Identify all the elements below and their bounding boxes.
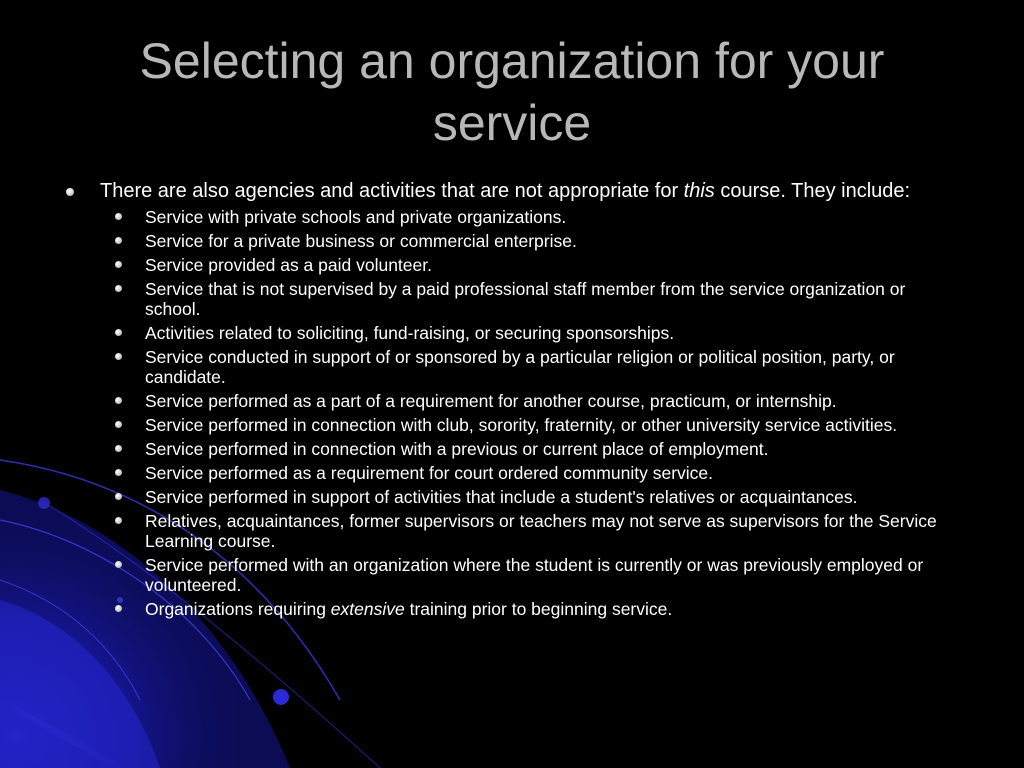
slide-title: Selecting an organization for your service (139, 33, 885, 151)
round-bullet-icon (115, 561, 122, 568)
sub-bullet-item (60, 511, 960, 551)
last-item-text-end: training prior to beginning service. (404, 599, 673, 619)
sub-bullet-list (60, 207, 960, 619)
main-bullet-item (60, 180, 960, 202)
sub-bullet-item (60, 207, 960, 227)
sub-bullet-item (60, 415, 960, 435)
sub-bullet-text: Relatives, acquaintances, former supervisors or teachers may not serve as supervisors for the Service Learning course. (145, 511, 937, 551)
sub-bullet-item (60, 255, 960, 275)
round-bullet-icon (115, 605, 122, 612)
last-item-emphasis: extensive (330, 599, 405, 619)
sub-bullet-item (60, 487, 960, 507)
sub-bullet-text: Service with private schools and private organizations. (145, 207, 567, 227)
round-bullet-icon (115, 397, 122, 404)
sub-bullet-text: Service conducted in support of or sponsored by a particular religion or political position, party, or candidate. (145, 347, 895, 387)
sub-bullet-item-last (60, 599, 960, 619)
sub-bullet-item (60, 439, 960, 459)
sub-bullet-text: Service performed as a part of a requirement for another course, practicum, or internship. (145, 391, 837, 411)
sub-bullet-text: Service for a private business or commercial enterprise. (145, 231, 577, 251)
bullet-content (60, 180, 960, 623)
sub-bullet-text: Service that is not supervised by a paid professional staff member from the service organization or school. (145, 279, 906, 319)
last-item-text-start: Organizations requiring (145, 599, 331, 619)
sub-bullet-text: Activities related to soliciting, fund-raising, or securing sponsorships. (145, 323, 675, 343)
round-bullet-icon (115, 237, 122, 244)
sub-bullet-item (60, 463, 960, 483)
round-bullet-icon (115, 329, 122, 336)
sub-bullet-item (60, 323, 960, 343)
sub-bullet-text: Service provided as a paid volunteer. (145, 255, 432, 275)
sub-bullet-item (60, 391, 960, 411)
round-bullet-icon (115, 285, 122, 292)
round-bullet-icon (115, 421, 122, 428)
sub-bullet-text: Service performed as a requirement for court ordered community service. (145, 463, 714, 483)
sub-bullet-text: Service performed with an organization where the student is currently or was previously employed or volunteered. (145, 555, 924, 595)
round-bullet-icon (115, 517, 122, 524)
intro-emphasis: this (683, 180, 715, 202)
round-bullet-icon (66, 188, 74, 196)
sub-bullet-item (60, 555, 960, 595)
round-bullet-icon (115, 213, 122, 220)
round-bullet-icon (115, 493, 122, 500)
sub-bullet-text: Service performed in connection with a previous or current place of employment. (145, 439, 769, 459)
round-bullet-icon (115, 445, 122, 452)
sub-bullet-item (60, 347, 960, 387)
sub-bullet-text: Service performed in support of activities that include a student's relatives or acquaintances. (145, 487, 858, 507)
intro-text-start: There are also agencies and activities that are not appropriate for (100, 180, 684, 202)
sub-bullet-item (60, 231, 960, 251)
round-bullet-icon (115, 353, 122, 360)
sub-bullet-text: Service performed in connection with club, sorority, fraternity, or other university service activities. (145, 415, 898, 435)
round-bullet-icon (115, 261, 122, 268)
sub-bullet-item (60, 279, 960, 319)
intro-text-end: course. They include: (714, 180, 911, 202)
round-bullet-icon (115, 469, 122, 476)
